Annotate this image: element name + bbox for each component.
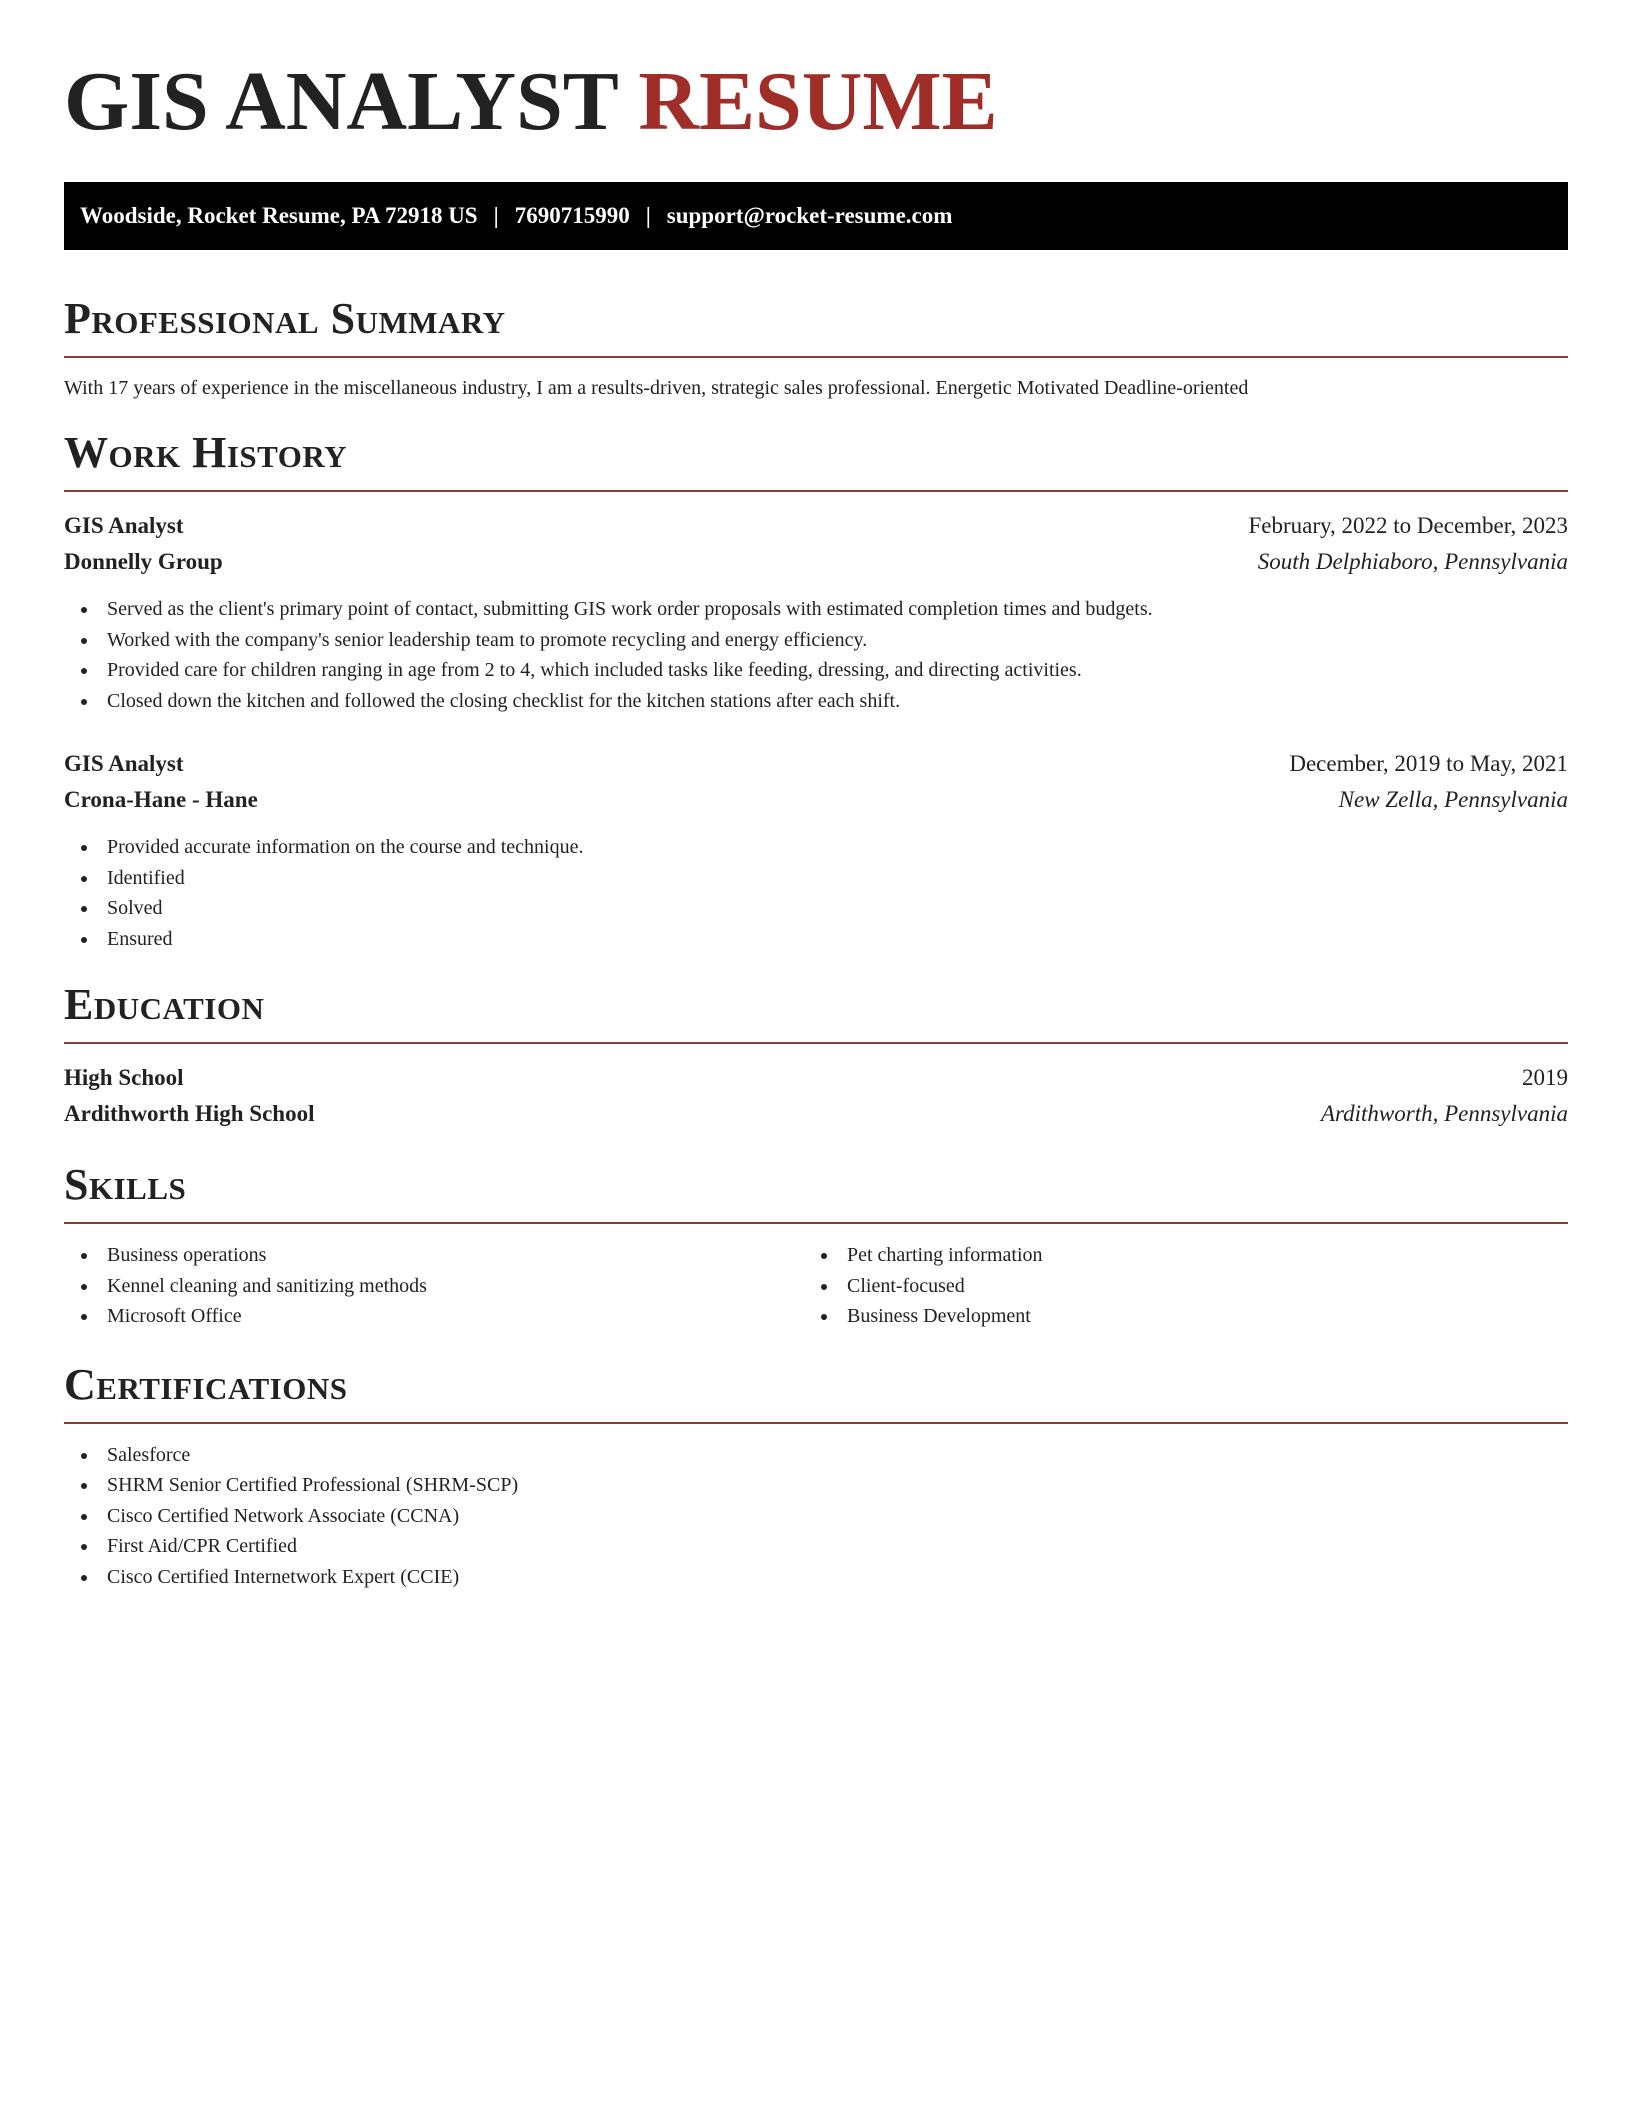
- section-divider: [64, 356, 1568, 358]
- contact-separator: |: [493, 203, 499, 228]
- list-item: Cisco Certified Internetwork Expert (CCIE): [64, 1562, 1568, 1593]
- work-history-heading: Work History: [64, 428, 348, 477]
- list-item: Solved: [64, 893, 1568, 924]
- skills-grid: [64, 1240, 1568, 1332]
- education-year: 2019: [1522, 1065, 1568, 1090]
- certifications-list: [64, 1440, 1568, 1593]
- job-duties-list: [64, 832, 1568, 954]
- section-divider: [64, 490, 1568, 492]
- job-title-row: [64, 746, 1568, 782]
- list-item: Kennel cleaning and sanitizing methods: [64, 1271, 804, 1302]
- education-school: Ardithworth High School: [64, 1101, 315, 1126]
- list-item: Closed down the kitchen and followed the closing checklist for the kitchen stations after each shift.: [64, 686, 1568, 717]
- job-dates: February, 2022 to December, 2023: [1248, 513, 1568, 538]
- list-item: Worked with the company's senior leadership team to promote recycling and energy efficiency.: [64, 625, 1568, 656]
- title-main: GIS ANALYST: [64, 55, 618, 148]
- list-item: Salesforce: [64, 1440, 1568, 1471]
- skills-section: [64, 1160, 1568, 1332]
- list-item: SHRM Senior Certified Professional (SHRM-SCP): [64, 1470, 1568, 1501]
- section-divider: [64, 1422, 1568, 1424]
- education-heading: Education: [64, 980, 265, 1029]
- skills-list-left: [64, 1240, 804, 1332]
- summary-heading: Professional Summary: [64, 294, 506, 343]
- education-degree-row: [64, 1060, 1568, 1096]
- certifications-heading: Certifications: [64, 1359, 348, 1409]
- job-company: Crona-Hane - Hane: [64, 787, 258, 812]
- job-dates: December, 2019 to May, 2021: [1289, 751, 1568, 776]
- job-location: New Zella, Pennsylvania: [1338, 787, 1568, 812]
- job-title: GIS Analyst: [64, 513, 184, 538]
- section-divider: [64, 1042, 1568, 1044]
- job-entry: [64, 746, 1568, 954]
- list-item: Identified: [64, 863, 1568, 894]
- skills-list-right: [804, 1240, 1544, 1332]
- job-company-row: [64, 544, 1568, 580]
- job-location: South Delphiaboro, Pennsylvania: [1257, 549, 1568, 574]
- summary-text: With 17 years of experience in the miscellaneous industry, I am a results-driven, strategic sales professional. Energetic Motivated Deadline-oriented: [64, 377, 1249, 399]
- job-entry: [64, 508, 1568, 716]
- list-item: Ensured: [64, 924, 1568, 955]
- contact-address: Woodside, Rocket Resume, PA 72918 US: [80, 203, 478, 228]
- list-item: Business Development: [804, 1301, 1544, 1332]
- contact-phone: 7690715990: [514, 203, 630, 228]
- list-item: Provided care for children ranging in age from 2 to 4, which included tasks like feeding, dressing, and directing activities.: [64, 655, 1568, 686]
- job-company: Donnelly Group: [64, 549, 223, 574]
- certifications-section: [64, 1360, 1568, 1593]
- list-item: Cisco Certified Network Associate (CCNA): [64, 1501, 1568, 1532]
- list-item: Microsoft Office: [64, 1301, 804, 1332]
- skills-heading: Skills: [64, 1160, 187, 1209]
- education-school-row: [64, 1096, 1568, 1132]
- job-title-row: [64, 508, 1568, 544]
- title-accent: RESUME: [638, 55, 998, 148]
- job-duties-list: [64, 594, 1568, 716]
- education-section: [64, 980, 1568, 1132]
- list-item: Business operations: [64, 1240, 804, 1271]
- job-company-row: [64, 782, 1568, 818]
- list-item: Served as the client's primary point of contact, submitting GIS work order proposals with estimated completion times and budgets.: [64, 594, 1568, 625]
- contact-email: support@rocket-resume.com: [666, 203, 953, 228]
- education-degree: High School: [64, 1065, 184, 1090]
- education-location: Ardithworth, Pennsylvania: [1320, 1101, 1568, 1126]
- section-divider: [64, 1222, 1568, 1224]
- education-entry: [64, 1060, 1568, 1132]
- job-title: GIS Analyst: [64, 751, 184, 776]
- list-item: Pet charting information: [804, 1240, 1544, 1271]
- contact-bar: [64, 182, 1568, 250]
- list-item: Provided accurate information on the course and technique.: [64, 832, 1568, 863]
- list-item: Client-focused: [804, 1271, 1544, 1302]
- contact-separator: |: [645, 203, 651, 228]
- summary-section: [64, 294, 1568, 402]
- list-item: First Aid/CPR Certified: [64, 1531, 1568, 1562]
- work-history-section: [64, 428, 1568, 954]
- resume-title: [64, 55, 1568, 148]
